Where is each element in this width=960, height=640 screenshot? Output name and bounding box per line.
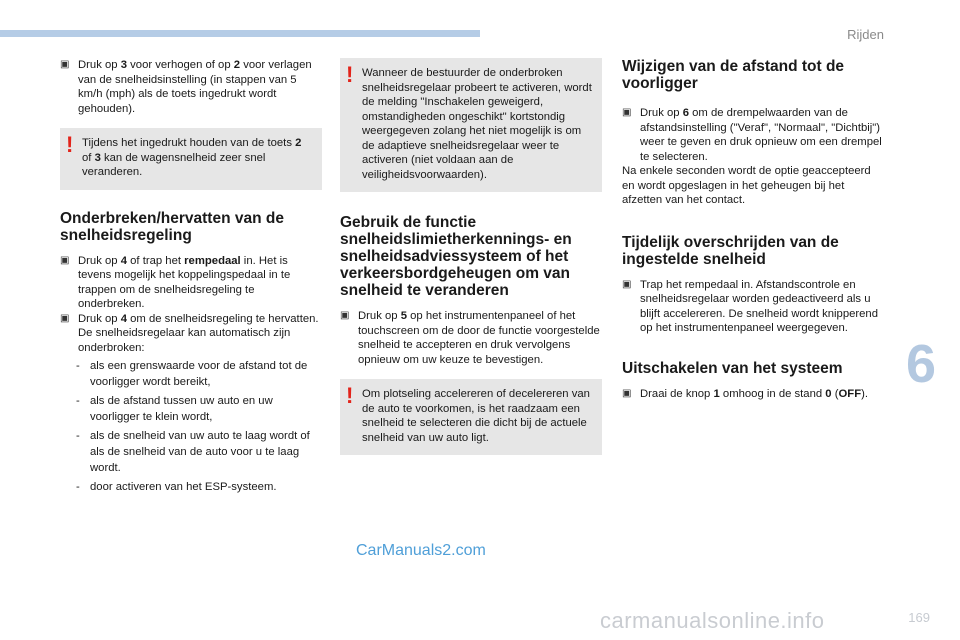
- bullet-icon: ▣: [622, 278, 632, 290]
- list-item: ▣ Druk op 5 op het instrumentenpaneel of het touchscreen om de door de functie voorgestelde snelheid te accepteren en druk vervolgens opnieuw om uw keuze te bevestigen.: [340, 310, 600, 366]
- bullet-icon: ▣: [340, 310, 350, 321]
- bullet-icon: ▣: [622, 107, 632, 118]
- list-item: ▣ Draai de knop 1 omhoog in de stand 0 (OFF).: [622, 387, 868, 400]
- warning-icon: !: [66, 132, 74, 157]
- list-item: ▣ Druk op 6 om de drempelwaarden van de afstandsinstelling ("Veraf", "Normaal", "Dichtbij") weer te geven en druk opnieuw om een drempel te selecteren.: [622, 107, 882, 163]
- section-heading: Uitschakelen van het systeem: [622, 359, 843, 377]
- warning-icon: !: [346, 62, 354, 87]
- sub-list-item: - door activeren van het ESP-systeem.: [76, 481, 277, 493]
- list-item: ▣ Druk op 4 of trap het rempedaal in. Het is tevens mogelijk het koppelingspedaal in te trappen om de snelheidsregeling te onderbreken.: [60, 254, 291, 310]
- list-item: ▣ Druk op 3 voor verhogen of op 2 voor verlagen van de snelheidsinstelling (in stappen van 5 km/h (mph) als de toets ingedrukt wordt gehouden).: [60, 59, 312, 115]
- chapter-number: 6: [905, 334, 936, 394]
- sub-list-item: - als de snelheid van uw auto te laag wordt of als de snelheid van de auto voor u te laag wordt.: [76, 430, 310, 474]
- paragraph: Na enkele seconden wordt de optie geaccepteerd en wordt opgeslagen in het geheugen bij het afzetten van het contact.: [622, 165, 871, 206]
- section-heading: Wijzigen van de afstand tot de voorligger: [622, 58, 845, 92]
- column-2: [340, 58, 602, 455]
- column-3: [622, 58, 884, 401]
- section-title: Rijden: [847, 27, 884, 42]
- warning-box: ! Om plotseling accelereren of decelereren van de auto te voorkomen, is het raadzaam een snelheid te selecteren die dicht bij de actuele snelheid van uw auto ligt.: [340, 379, 602, 455]
- warning-box: ! Wanneer de bestuurder de onderbroken snelheidsregelaar probeert te activeren, wordt de melding "Inschakelen geweigerd, omstandigheden ongeschikt" kortstondig weergegeven zolang het niet mogelijk is om de adaptieve snelheidsregelaar weer te activeren (niet voldaan aan de veiligheidsvoorwaarden).: [340, 58, 602, 192]
- list-item: ▣ Trap het rempedaal in. Afstandscontrole en snelheidsregelaar worden gedeactiveerd als u blijft accelereren. De snelheid wordt knipperend op het instrumentenpaneel weergegeven.: [622, 278, 878, 334]
- sub-list-item: - als de afstand tussen uw auto en uw voorligger te klein wordt,: [76, 395, 273, 423]
- warning-box: ! Tijdens het ingedrukt houden van de toets 2 of 3 kan de wagensnelheid zeer snel veranderen.: [60, 128, 322, 190]
- warning-icon: !: [346, 383, 354, 408]
- section-heading: Tijdelijk overschrijden van de ingestelde snelheid: [622, 233, 839, 268]
- section-heading: Onderbreken/hervatten van de snelheidsregeling: [60, 209, 284, 244]
- section-heading: Gebruik de functie snelheidslimietherkennings- en snelheidsadviessysteem of het verkeersbordgeheugen om van snelheid te veranderen: [340, 214, 572, 299]
- sub-list-item: - als een grenswaarde voor de afstand tot de voorligger wordt bereikt,: [76, 360, 308, 388]
- bullet-icon: ▣: [60, 59, 70, 70]
- bullet-icon: ▣: [60, 312, 70, 324]
- list-item: ▣ Druk op 4 om de snelheidsregeling te hervatten. De snelheidsregelaar kan automatisch zijn onderbroken:: [60, 312, 319, 354]
- watermark-text: carmanualsonline.info: [600, 608, 825, 633]
- watermark-link[interactable]: CarManuals2.com: [356, 542, 486, 559]
- column-1: [60, 58, 322, 495]
- bullet-icon: ▣: [60, 254, 70, 266]
- header-bar: [0, 30, 480, 37]
- page-number: 169: [908, 610, 930, 625]
- bullet-icon: ▣: [622, 387, 632, 399]
